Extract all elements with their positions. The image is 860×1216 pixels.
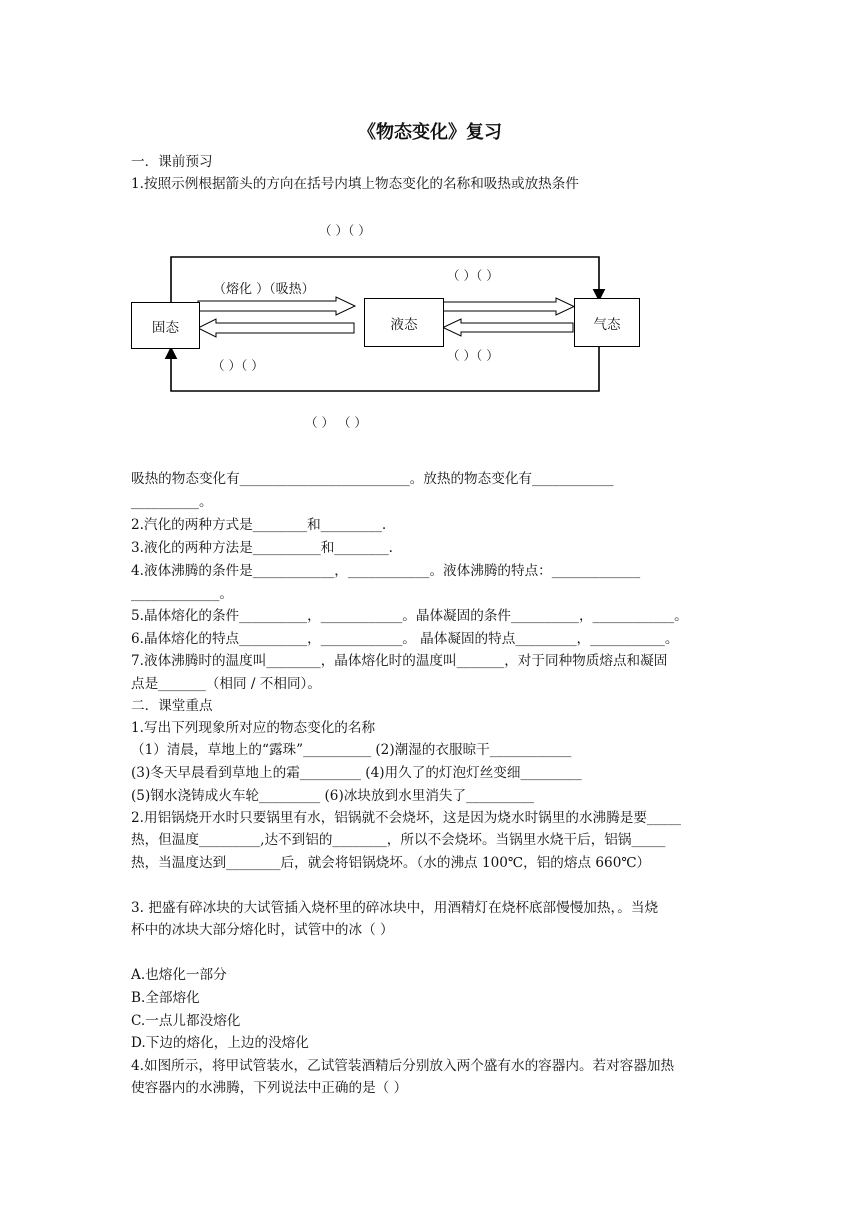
question-text: 杯中的冰块大部分熔化时，试管中的冰（ ） <box>131 922 394 938</box>
question-text: 3.液化的两种方法是__________和________. <box>131 540 393 556</box>
question-text: 热，当温度达到________后，就会将铝锅烧坏。（水的沸点 100℃，铝的熔点 660℃） <box>131 855 651 871</box>
option-b: B.全部熔化 <box>131 990 200 1006</box>
question-text: (3)冬天早晨看到草地上的霜_________ (4)用久了的灯泡灯丝变细_________ <box>131 765 582 781</box>
gas-liquid-label: （ ）（ ） <box>447 348 499 363</box>
section-heading: 二．课堂重点 <box>131 698 213 714</box>
question-text: 热，但温度_________,达不到铝的________，所以不会烧坏。当锅里水烧干后，铝锅_____ <box>131 832 666 848</box>
liquid-gas-label: （ ）（ ） <box>447 268 499 283</box>
question-text: （1）清晨，草地上的“露珠”__________ (2)潮湿的衣服晾干____________ <box>131 742 572 758</box>
question-text: 1.写出下列现象所对应的物态变化的名称 <box>131 720 376 736</box>
top-arrow-label: （ ）（ ） <box>319 223 371 238</box>
diagram-arrows <box>0 0 860 440</box>
question-text: 2.用铝锅烧开水时只要锅里有水，铝锅就不会烧坏，这是因为烧水时锅里的水沸腾是要_____ <box>131 810 681 826</box>
question-text: 3. 把盛有碎冰块的大试管插入烧杯里的碎冰块中，用酒精灯在烧杯底部慢慢加热，。当烧 <box>131 900 659 916</box>
question-text: 使容器内的水沸腾，下列说法中正确的是（ ） <box>131 1080 408 1096</box>
liquid-solid-label: （ ）（ ） <box>212 358 264 373</box>
gas-box <box>574 298 640 347</box>
solid-liquid-label: （熔化 ）（吸热） <box>213 282 315 297</box>
option-c: C.一点儿都没熔化 <box>131 1013 241 1029</box>
page-title: 《物态变化》复习 <box>358 122 502 143</box>
question-text: 吸热的物态变化有_________________________。放热的物态变化有____________ <box>131 471 614 487</box>
arrow-liquid-to-solid <box>198 319 354 337</box>
question-text: _____________。 <box>131 586 233 602</box>
solid-box <box>131 302 200 349</box>
arrow-gas-to-liquid <box>443 319 573 336</box>
question-text: (5)钢水浇铸成火车轮_________ (6)冰块放到水里消失了__________ <box>131 788 535 804</box>
question-text: 4.如图所示，将甲试管装水，乙试管装酒精后分别放入两个盛有水的容器内。若对容器加热 <box>131 1058 675 1074</box>
arrow-solid-to-liquid <box>198 297 355 315</box>
question-text: 6.晶体熔化的特点__________，____________。 晶体凝固的特点_________，___________。 <box>131 631 679 647</box>
liquid-box <box>364 298 444 347</box>
question-text: 点是_______（相同 / 不相同）。 <box>131 676 321 692</box>
arrow-liquid-to-gas <box>443 298 574 315</box>
question-text: __________。 <box>131 494 213 510</box>
liquid-label: 液态 <box>390 316 418 333</box>
question-text: 7.液体沸腾时的温度叫________，晶体熔化时的温度叫_______，对于同种物质熔点和凝固 <box>131 653 668 669</box>
option-d: D.下边的熔化，上边的没熔化 <box>131 1035 309 1051</box>
gas-label: 气态 <box>593 316 621 333</box>
section-heading: 一．课前预习 <box>131 154 213 170</box>
question-text: 2.汽化的两种方式是________和_________. <box>131 517 387 533</box>
question-text: 5.晶体熔化的条件__________，____________。晶体凝固的条件__________，____________。 <box>131 608 688 624</box>
question-text: 4.液体沸腾的条件是____________，____________。液体沸腾的特点：_____________ <box>131 563 641 579</box>
solid-label: 固态 <box>151 319 180 336</box>
bottom-arrow-label: （ ） （ ） <box>305 415 367 430</box>
question-text: 1.按照示例根据箭头的方向在括号内填上物态变化的名称和吸热或放热条件 <box>131 176 579 192</box>
option-a: A.也熔化一部分 <box>131 967 227 983</box>
